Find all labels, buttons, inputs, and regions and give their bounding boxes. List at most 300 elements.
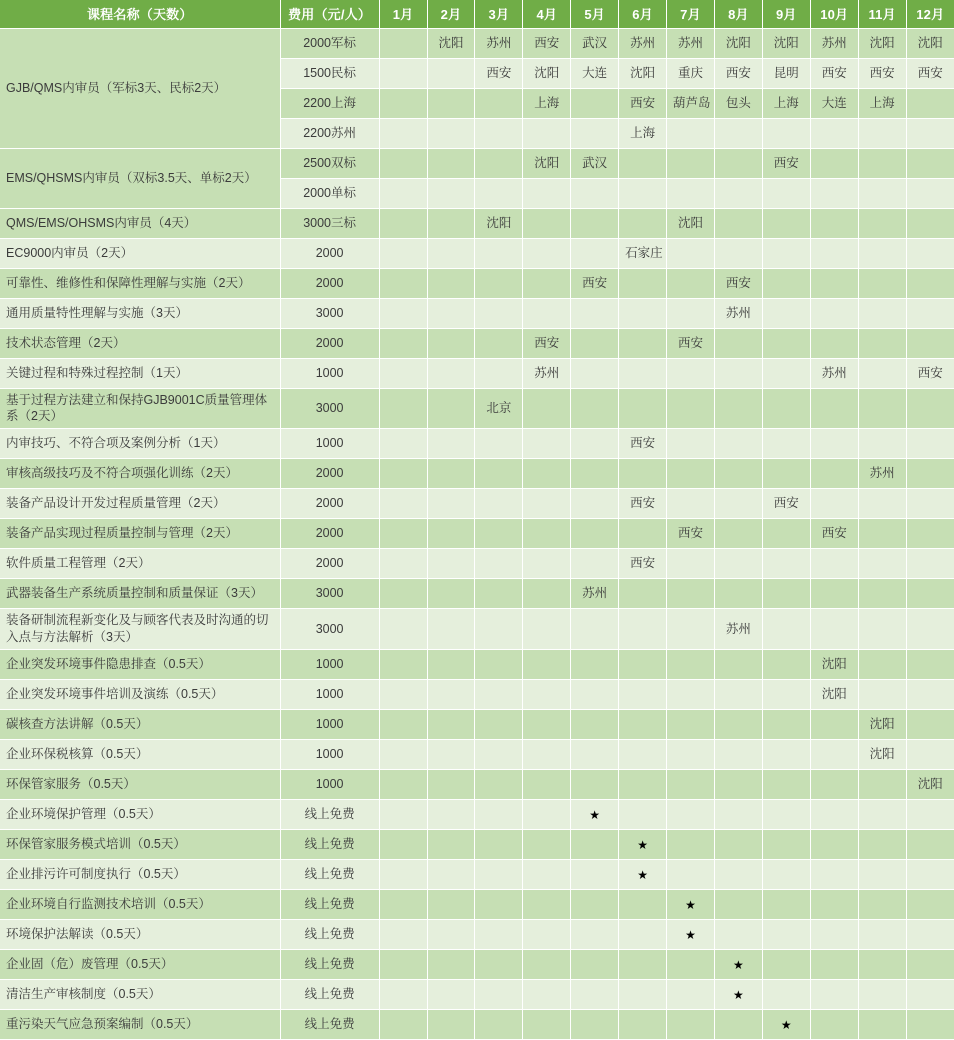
schedule-month-cell [571, 770, 619, 800]
schedule-month-cell: 包头 [714, 88, 762, 118]
schedule-month-cell [523, 609, 571, 650]
schedule-month-cell [810, 118, 858, 148]
schedule-month-cell [427, 178, 475, 208]
schedule-month-cell [523, 830, 571, 860]
schedule-month-cell [379, 710, 427, 740]
schedule-month-cell [906, 519, 954, 549]
schedule-month-cell [571, 830, 619, 860]
table-row [0, 950, 954, 980]
course-fee-cell: 3000三标 [280, 208, 379, 238]
schedule-month-cell [379, 800, 427, 830]
schedule-month-cell [379, 830, 427, 860]
schedule-month-cell [906, 950, 954, 980]
schedule-month-cell [810, 328, 858, 358]
schedule-month-cell: 西安 [762, 148, 810, 178]
schedule-month-cell [858, 298, 906, 328]
schedule-month-cell [762, 609, 810, 650]
schedule-month-cell [810, 268, 858, 298]
schedule-month-cell [667, 770, 715, 800]
schedule-month-cell [619, 650, 667, 680]
schedule-month-cell: 沈阳 [667, 208, 715, 238]
schedule-month-cell [858, 208, 906, 238]
schedule-month-cell: 西安 [762, 489, 810, 519]
schedule-month-cell [810, 980, 858, 1010]
schedule-month-cell [906, 680, 954, 710]
table-header [0, 0, 954, 28]
course-fee-cell: 2500双标 [280, 148, 379, 178]
schedule-month-cell [475, 830, 523, 860]
schedule-month-cell [427, 58, 475, 88]
schedule-month-cell [379, 650, 427, 680]
schedule-month-cell [427, 710, 475, 740]
course-name-cell: 审核高级技巧及不符合项强化训练（2天） [0, 459, 280, 489]
schedule-month-cell [571, 680, 619, 710]
schedule-month-cell [714, 579, 762, 609]
schedule-month-cell [379, 549, 427, 579]
schedule-month-cell [810, 950, 858, 980]
table-row [0, 740, 954, 770]
course-name-cell: 基于过程方法建立和保持GJB9001C质量管理体系（2天） [0, 388, 280, 429]
schedule-month-cell [379, 680, 427, 710]
course-fee-cell: 线上免费 [280, 920, 379, 950]
course-name-cell: 企业环保税核算（0.5天） [0, 740, 280, 770]
schedule-month-cell [667, 579, 715, 609]
schedule-month-cell [379, 328, 427, 358]
schedule-month-cell: 西安 [667, 328, 715, 358]
schedule-month-cell: 沈阳 [475, 208, 523, 238]
schedule-month-cell [714, 429, 762, 459]
schedule-month-cell: 苏州 [714, 298, 762, 328]
header-month-12: 12月 [906, 0, 954, 28]
schedule-month-cell [427, 489, 475, 519]
schedule-month-cell [523, 579, 571, 609]
schedule-month-cell [810, 1010, 858, 1040]
schedule-month-cell [379, 429, 427, 459]
schedule-month-cell: 沈阳 [619, 58, 667, 88]
schedule-month-cell [906, 298, 954, 328]
schedule-month-cell [619, 770, 667, 800]
schedule-month-cell [475, 429, 523, 459]
schedule-month-cell [379, 208, 427, 238]
schedule-month-cell: 西安 [619, 88, 667, 118]
schedule-month-cell [906, 579, 954, 609]
course-fee-cell: 线上免费 [280, 860, 379, 890]
schedule-month-cell [379, 148, 427, 178]
schedule-month-cell [858, 920, 906, 950]
schedule-month-cell [714, 388, 762, 429]
schedule-month-cell [523, 710, 571, 740]
course-fee-cell: 2000 [280, 238, 379, 268]
schedule-month-cell [858, 1010, 906, 1040]
course-name-cell: 企业突发环境事件隐患排查（0.5天） [0, 650, 280, 680]
course-fee-cell: 1000 [280, 710, 379, 740]
schedule-month-cell [762, 830, 810, 860]
schedule-month-cell [475, 459, 523, 489]
schedule-month-cell [762, 549, 810, 579]
schedule-month-cell [475, 920, 523, 950]
table-row [0, 549, 954, 579]
table-row [0, 148, 954, 178]
course-name-cell: 企业环境自行监测技术培训（0.5天） [0, 890, 280, 920]
schedule-month-cell [475, 268, 523, 298]
schedule-month-cell [762, 328, 810, 358]
schedule-month-cell: 沈阳 [427, 28, 475, 58]
table-row [0, 519, 954, 549]
schedule-star-cell: ★ [762, 1010, 810, 1040]
schedule-month-cell [427, 519, 475, 549]
schedule-month-cell [714, 800, 762, 830]
schedule-month-cell [762, 770, 810, 800]
schedule-month-cell [619, 519, 667, 549]
schedule-month-cell [571, 238, 619, 268]
schedule-month-cell [475, 950, 523, 980]
schedule-month-cell [427, 328, 475, 358]
schedule-month-cell: 大连 [810, 88, 858, 118]
schedule-month-cell [379, 268, 427, 298]
schedule-month-cell: 上海 [619, 118, 667, 148]
schedule-month-cell: 沈阳 [858, 710, 906, 740]
schedule-month-cell [379, 1010, 427, 1040]
schedule-month-cell [475, 1010, 523, 1040]
schedule-month-cell [810, 429, 858, 459]
schedule-month-cell [571, 710, 619, 740]
schedule-month-cell [858, 429, 906, 459]
schedule-month-cell: 沈阳 [523, 58, 571, 88]
course-fee-cell: 2000 [280, 519, 379, 549]
schedule-star-cell: ★ [714, 950, 762, 980]
schedule-month-cell: 上海 [523, 88, 571, 118]
schedule-month-cell [523, 268, 571, 298]
schedule-month-cell [475, 770, 523, 800]
schedule-month-cell [906, 549, 954, 579]
schedule-month-cell [714, 890, 762, 920]
schedule-month-cell [762, 268, 810, 298]
schedule-month-cell [427, 298, 475, 328]
course-name-cell: 清洁生产审核制度（0.5天） [0, 980, 280, 1010]
schedule-month-cell: 苏州 [571, 579, 619, 609]
schedule-month-cell [571, 650, 619, 680]
course-name-cell: 企业突发环境事件培训及演练（0.5天） [0, 680, 280, 710]
schedule-month-cell [571, 860, 619, 890]
schedule-month-cell [475, 298, 523, 328]
schedule-month-cell [619, 298, 667, 328]
course-name-cell: 武器装备生产系统质量控制和质量保证（3天） [0, 579, 280, 609]
course-fee-cell: 线上免费 [280, 980, 379, 1010]
schedule-month-cell [379, 740, 427, 770]
schedule-month-cell [427, 148, 475, 178]
schedule-month-cell [475, 549, 523, 579]
schedule-month-cell [810, 298, 858, 328]
course-name-cell: 内审技巧、不符合项及案例分析（1天） [0, 429, 280, 459]
schedule-month-cell [427, 830, 475, 860]
course-fee-cell: 1000 [280, 429, 379, 459]
course-name-cell: 装备产品实现过程质量控制与管理（2天） [0, 519, 280, 549]
schedule-month-cell [762, 950, 810, 980]
schedule-month-cell [858, 178, 906, 208]
course-name-cell: 环保管家服务模式培训（0.5天） [0, 830, 280, 860]
schedule-month-cell [523, 920, 571, 950]
schedule-month-cell: 沈阳 [523, 148, 571, 178]
schedule-month-cell [714, 710, 762, 740]
schedule-month-cell [667, 489, 715, 519]
course-fee-cell: 2000 [280, 268, 379, 298]
schedule-month-cell [906, 800, 954, 830]
schedule-month-cell [906, 650, 954, 680]
schedule-month-cell [379, 28, 427, 58]
schedule-month-cell [475, 710, 523, 740]
schedule-month-cell [523, 238, 571, 268]
table-row [0, 298, 954, 328]
schedule-month-cell: 沈阳 [762, 28, 810, 58]
header-month-10: 10月 [810, 0, 858, 28]
table-row [0, 28, 954, 58]
course-fee-cell: 3000 [280, 298, 379, 328]
schedule-month-cell [427, 268, 475, 298]
schedule-month-cell [523, 740, 571, 770]
schedule-month-cell [858, 800, 906, 830]
schedule-month-cell: 重庆 [667, 58, 715, 88]
course-fee-cell: 2000单标 [280, 178, 379, 208]
schedule-month-cell [379, 609, 427, 650]
table-row [0, 710, 954, 740]
schedule-month-cell [571, 358, 619, 388]
schedule-month-cell [667, 358, 715, 388]
schedule-month-cell [475, 489, 523, 519]
schedule-month-cell [906, 920, 954, 950]
schedule-month-cell [762, 208, 810, 238]
schedule-month-cell [379, 950, 427, 980]
header-month-6: 6月 [619, 0, 667, 28]
schedule-month-cell: 武汉 [571, 28, 619, 58]
schedule-month-cell [619, 710, 667, 740]
schedule-month-cell [475, 358, 523, 388]
schedule-month-cell [714, 519, 762, 549]
schedule-month-cell [667, 549, 715, 579]
schedule-month-cell [810, 860, 858, 890]
schedule-month-cell [714, 549, 762, 579]
schedule-month-cell [379, 770, 427, 800]
schedule-month-cell [762, 358, 810, 388]
schedule-month-cell [379, 579, 427, 609]
schedule-month-cell [762, 920, 810, 950]
course-name-cell: 环保管家服务（0.5天） [0, 770, 280, 800]
table-row [0, 609, 954, 650]
schedule-month-cell [427, 429, 475, 459]
schedule-month-cell [810, 800, 858, 830]
schedule-star-cell: ★ [619, 830, 667, 860]
schedule-month-cell [667, 148, 715, 178]
schedule-month-cell [714, 680, 762, 710]
schedule-month-cell: 西安 [906, 358, 954, 388]
schedule-month-cell [475, 238, 523, 268]
schedule-month-cell [427, 980, 475, 1010]
schedule-month-cell [810, 710, 858, 740]
table-row [0, 429, 954, 459]
schedule-month-cell: 西安 [858, 58, 906, 88]
schedule-month-cell [667, 459, 715, 489]
schedule-month-cell [858, 328, 906, 358]
schedule-month-cell [714, 238, 762, 268]
schedule-month-cell [762, 388, 810, 429]
schedule-month-cell [619, 148, 667, 178]
schedule-month-cell [810, 609, 858, 650]
schedule-month-cell [475, 118, 523, 148]
schedule-month-cell [523, 208, 571, 238]
schedule-month-cell [762, 298, 810, 328]
schedule-month-cell [714, 328, 762, 358]
table-row [0, 890, 954, 920]
schedule-month-cell [906, 238, 954, 268]
schedule-month-cell [714, 208, 762, 238]
schedule-month-cell [667, 680, 715, 710]
schedule-month-cell [667, 740, 715, 770]
schedule-month-cell [858, 148, 906, 178]
course-fee-cell: 1000 [280, 740, 379, 770]
schedule-month-cell [858, 358, 906, 388]
schedule-month-cell [906, 860, 954, 890]
schedule-month-cell [906, 148, 954, 178]
schedule-month-cell [667, 650, 715, 680]
course-name-cell: 技术状态管理（2天） [0, 328, 280, 358]
schedule-month-cell [427, 358, 475, 388]
schedule-month-cell [714, 650, 762, 680]
schedule-month-cell [571, 429, 619, 459]
schedule-month-cell [762, 800, 810, 830]
schedule-month-cell [427, 549, 475, 579]
schedule-month-cell [858, 238, 906, 268]
schedule-month-cell [427, 950, 475, 980]
schedule-month-cell [667, 118, 715, 148]
schedule-month-cell [810, 178, 858, 208]
schedule-month-cell [427, 920, 475, 950]
schedule-month-cell [475, 680, 523, 710]
course-name-cell: 企业环境保护管理（0.5天） [0, 800, 280, 830]
course-fee-cell: 1500民标 [280, 58, 379, 88]
schedule-month-cell [667, 860, 715, 890]
schedule-month-cell [810, 148, 858, 178]
schedule-month-cell [379, 88, 427, 118]
schedule-month-cell [571, 88, 619, 118]
schedule-month-cell [906, 118, 954, 148]
schedule-month-cell [762, 118, 810, 148]
schedule-month-cell [619, 920, 667, 950]
schedule-month-cell: 苏州 [714, 609, 762, 650]
table-row [0, 920, 954, 950]
schedule-month-cell [810, 890, 858, 920]
schedule-star-cell: ★ [571, 800, 619, 830]
schedule-month-cell: 上海 [762, 88, 810, 118]
schedule-month-cell [619, 680, 667, 710]
schedule-month-cell [427, 118, 475, 148]
course-fee-cell: 2000军标 [280, 28, 379, 58]
schedule-month-cell [667, 429, 715, 459]
schedule-month-cell [475, 650, 523, 680]
course-fee-cell: 2200苏州 [280, 118, 379, 148]
course-name-cell: GJB/QMS内审员（军标3天、民标2天） [0, 28, 280, 148]
schedule-month-cell [523, 388, 571, 429]
schedule-month-cell: 苏州 [858, 459, 906, 489]
schedule-month-cell [571, 890, 619, 920]
table-row [0, 800, 954, 830]
table-row [0, 830, 954, 860]
schedule-month-cell [379, 358, 427, 388]
schedule-month-cell [619, 890, 667, 920]
course-name-cell: 企业排污许可制度执行（0.5天） [0, 860, 280, 890]
schedule-month-cell [906, 178, 954, 208]
schedule-month-cell: 沈阳 [810, 650, 858, 680]
schedule-month-cell [906, 830, 954, 860]
schedule-month-cell [427, 680, 475, 710]
schedule-month-cell [906, 609, 954, 650]
schedule-month-cell: 西安 [667, 519, 715, 549]
schedule-month-cell [571, 178, 619, 208]
schedule-month-cell [667, 830, 715, 860]
schedule-month-cell [667, 388, 715, 429]
schedule-month-cell [571, 489, 619, 519]
course-fee-cell: 线上免费 [280, 890, 379, 920]
schedule-month-cell [667, 238, 715, 268]
schedule-month-cell: 沈阳 [714, 28, 762, 58]
course-name-cell: 重污染天气应急预案编制（0.5天） [0, 1010, 280, 1040]
schedule-month-cell [475, 860, 523, 890]
schedule-month-cell [762, 860, 810, 890]
course-name-cell: EC9000内审员（2天） [0, 238, 280, 268]
schedule-month-cell [667, 268, 715, 298]
schedule-month-cell [523, 519, 571, 549]
schedule-month-cell [714, 1010, 762, 1040]
course-fee-cell: 2000 [280, 549, 379, 579]
course-name-cell: 关键过程和特殊过程控制（1天） [0, 358, 280, 388]
schedule-month-cell [619, 208, 667, 238]
schedule-month-cell: 西安 [571, 268, 619, 298]
schedule-month-cell: 苏州 [619, 28, 667, 58]
schedule-month-cell [427, 890, 475, 920]
schedule-month-cell [475, 519, 523, 549]
schedule-month-cell: 西安 [523, 28, 571, 58]
schedule-month-cell [858, 118, 906, 148]
schedule-month-cell [523, 800, 571, 830]
schedule-month-cell [571, 1010, 619, 1040]
schedule-month-cell [619, 950, 667, 980]
schedule-month-cell [858, 579, 906, 609]
schedule-month-cell [379, 890, 427, 920]
schedule-month-cell [858, 519, 906, 549]
schedule-month-cell [619, 1010, 667, 1040]
header-month-8: 8月 [714, 0, 762, 28]
table-row [0, 388, 954, 429]
schedule-month-cell [810, 238, 858, 268]
schedule-month-cell [714, 830, 762, 860]
schedule-month-cell [379, 920, 427, 950]
schedule-month-cell [906, 710, 954, 740]
schedule-month-cell [427, 800, 475, 830]
schedule-month-cell [906, 1010, 954, 1040]
schedule-month-cell [810, 770, 858, 800]
schedule-month-cell [475, 800, 523, 830]
header-month-7: 7月 [667, 0, 715, 28]
table-row [0, 579, 954, 609]
schedule-month-cell [427, 238, 475, 268]
schedule-month-cell [858, 950, 906, 980]
table-row [0, 1010, 954, 1040]
table-row [0, 268, 954, 298]
schedule-month-cell: 大连 [571, 58, 619, 88]
course-fee-cell: 2000 [280, 459, 379, 489]
schedule-month-cell [858, 388, 906, 429]
schedule-month-cell [475, 579, 523, 609]
schedule-month-cell [523, 118, 571, 148]
header-course-name: 课程名称（天数） [0, 0, 280, 28]
